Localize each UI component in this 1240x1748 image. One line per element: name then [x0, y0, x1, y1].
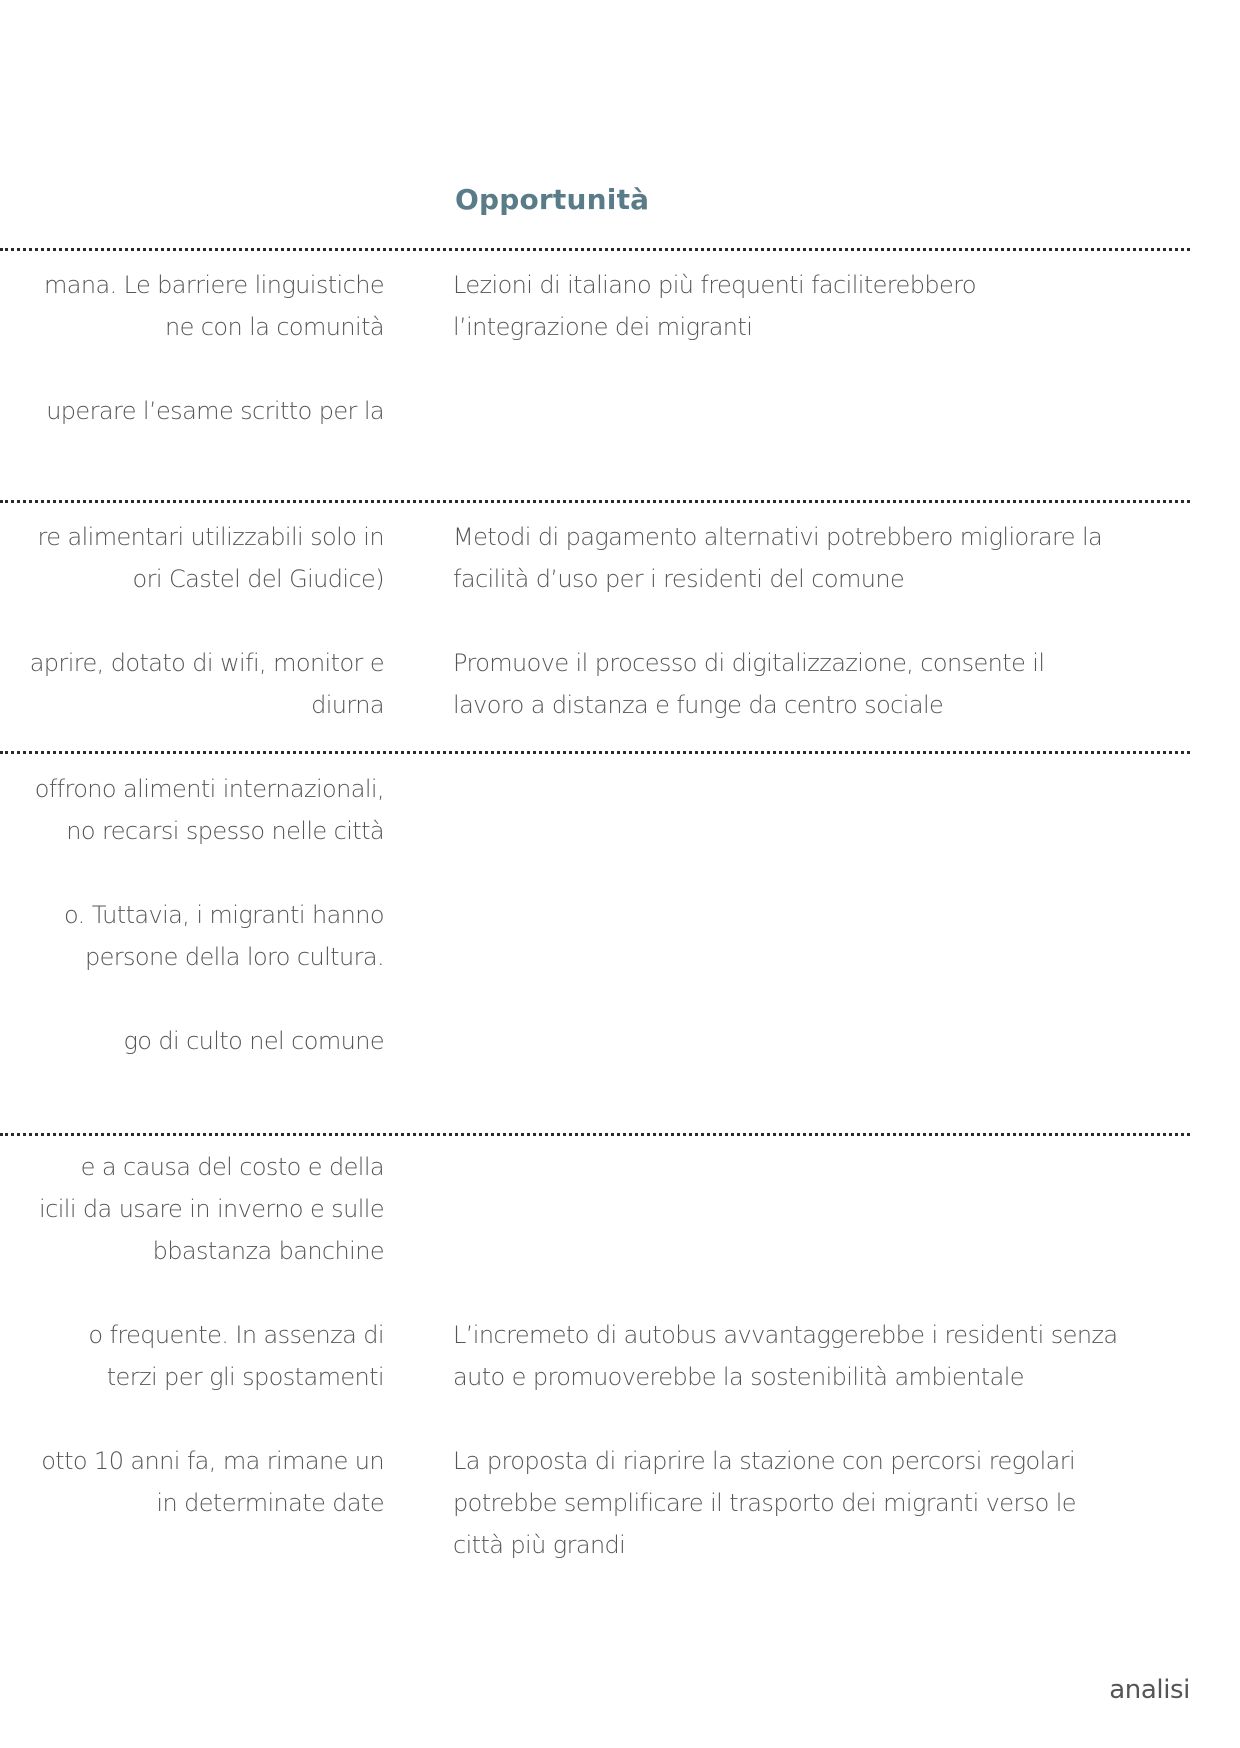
opportunity-cell — [453, 1314, 1118, 1398]
text-line: icili da usare in inverno e sulle — [39, 1195, 384, 1223]
left-cell — [44, 264, 384, 348]
text-line: uperare l’esame scritto per la — [46, 397, 384, 425]
text-line: auto e promuoverebbe la sostenibilità ambientale — [453, 1363, 1024, 1391]
left-cell — [39, 1146, 384, 1272]
text-line: lavoro a distanza e funge da centro sociale — [453, 691, 944, 719]
left-cell — [64, 894, 384, 978]
text-line: ori Castel del Giudice) — [132, 565, 384, 593]
text-line: go di culto nel comune — [123, 1027, 384, 1055]
text-line: otto 10 anni fa, ma rimane un — [41, 1447, 384, 1475]
text-line: l’integrazione dei migranti — [453, 313, 753, 341]
text-line: aprire, dotato di wifi, monitor e — [29, 649, 384, 677]
left-cell — [123, 1020, 384, 1062]
left-cell — [35, 768, 384, 852]
text-line: o frequente. In assenza di — [88, 1321, 384, 1349]
row-divider — [0, 248, 1190, 251]
left-cell — [38, 516, 384, 600]
text-line: facilità d’uso per i residenti del comune — [453, 565, 905, 593]
text-line: persone della loro cultura. — [84, 943, 384, 971]
opportunity-cell — [453, 516, 1102, 600]
text-line: potrebbe semplificare il trasporto dei migranti verso le — [453, 1489, 1076, 1517]
text-line: o. Tuttavia, i migranti hanno — [64, 901, 384, 929]
opportunity-cell — [453, 642, 1044, 726]
left-cell — [46, 390, 384, 432]
text-line: diurna — [311, 691, 384, 719]
text-line: bbastanza banchine — [152, 1237, 384, 1265]
left-cell — [41, 1440, 384, 1524]
opportunity-cell — [453, 264, 976, 348]
text-line: L’incremeto di autobus avvantaggerebbe i residenti senza — [453, 1321, 1118, 1349]
page-footer-label: analisi — [1109, 1675, 1190, 1705]
text-line: terzi per gli spostamenti — [106, 1363, 384, 1391]
text-line: re alimentari utilizzabili solo in — [37, 523, 384, 551]
text-line: e a causa del costo e della — [80, 1153, 384, 1181]
opportunity-cell — [453, 1440, 1076, 1566]
row-divider — [0, 500, 1190, 503]
left-cell — [30, 642, 384, 726]
row-divider — [0, 751, 1190, 754]
text-line: in determinate date — [156, 1489, 384, 1517]
text-line: ne con la comunità — [165, 313, 384, 341]
text-line: La proposta di riaprire la stazione con percorsi regolari — [453, 1447, 1076, 1475]
column-heading-opportunita: Opportunità — [455, 183, 650, 216]
left-cell — [88, 1314, 384, 1398]
text-line: Metodi di pagamento alternativi potrebbero migliorare la — [453, 523, 1103, 551]
text-line: Lezioni di italiano più frequenti faciliterebbero — [453, 271, 976, 299]
text-line: città più grandi — [453, 1531, 626, 1559]
text-line: no recarsi spesso nelle città — [66, 817, 384, 845]
text-line: mana. Le barriere linguistiche — [43, 271, 384, 299]
text-line: offrono alimenti internazionali, — [34, 775, 384, 803]
row-divider — [0, 1133, 1190, 1136]
text-line: Promuove il processo di digitalizzazione, consente il — [453, 649, 1045, 677]
